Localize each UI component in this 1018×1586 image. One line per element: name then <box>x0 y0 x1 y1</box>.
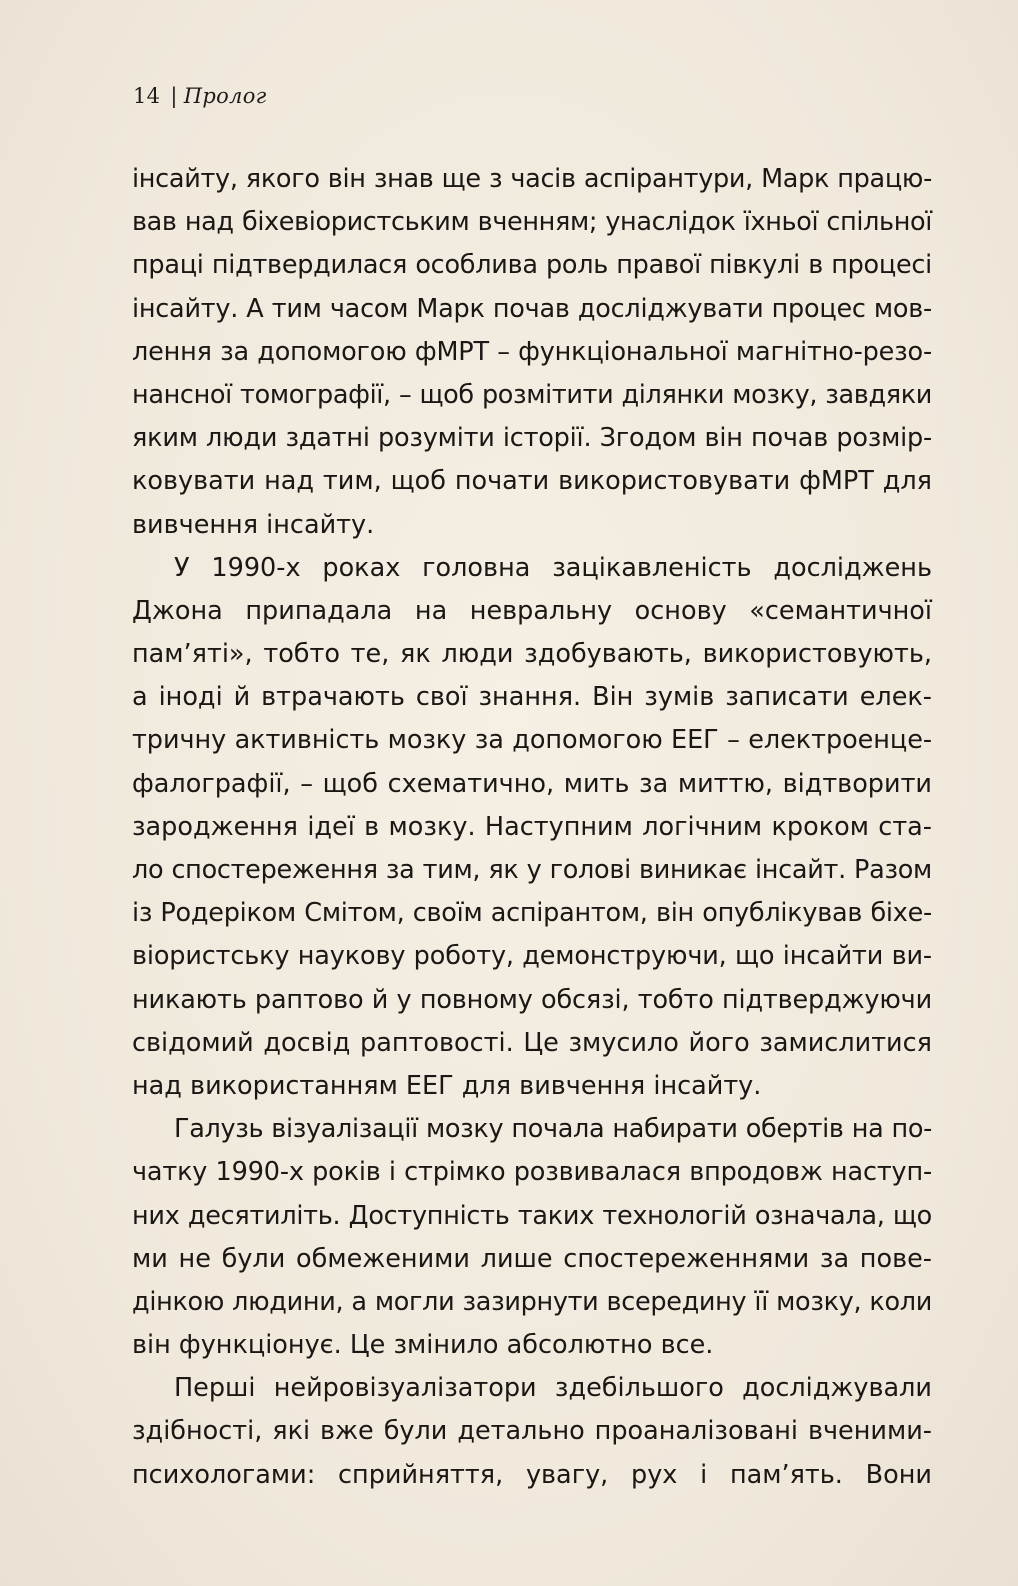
text-line: він функціонує. Це змінило абсолютно все. <box>132 1330 714 1361</box>
text-line: нансної томографії, – щоб розмітити ділянки мозку, завдяки <box>132 379 932 410</box>
text-line: ло спостереження за тим, як у голові виникає інсайт. Разом <box>132 855 932 885</box>
text-line: ми не були обмеженими лише спостереженнями за пове- <box>132 1243 932 1274</box>
running-header <box>133 84 267 108</box>
text-line: вивчення інсайту. <box>132 509 375 540</box>
text-line: чатку 1990-х років і стрімко розвивалася впродовж наступ- <box>132 1157 932 1188</box>
text-line: вав над біхевіористським вченням; унаслідок їхньої спільної <box>132 207 932 238</box>
text-line: тричну активність мозку за допомогою ЕЕГ – електроенце- <box>132 725 932 756</box>
text-line: Галузь візуалізації мозку почала набирати обертів на по- <box>174 1114 932 1145</box>
text-line: психологами: сприйняття, увагу, рух і пам’ять. Вони <box>132 1459 932 1490</box>
text-line: зародження ідеї в мозку. Наступним логічним кроком ста- <box>132 811 932 842</box>
text-line: віористську наукову роботу, демонструючи, що інсайти ви- <box>132 941 932 972</box>
text-line: У 1990-х роках головна зацікавленість досліджень <box>174 552 932 583</box>
text-line: Перші нейровізуалізатори здебільшого досліджували <box>174 1373 932 1404</box>
text-line: інсайту. А тим часом Марк почав досліджувати процес мов- <box>132 293 932 324</box>
text-line: фалографії, – щоб схематично, мить за миттю, відтворити <box>132 768 932 799</box>
text-line: лення за допомогою фМРТ – функціональної магнітно-резо- <box>132 336 932 367</box>
text-line: здібності, які вже були детально проаналізовані вченими- <box>132 1416 932 1447</box>
text-line: а іноді й втрачають свої знання. Він зумів записати елек- <box>132 682 932 713</box>
text-line: дінкою людини, а могли зазирнути всередину її мозку, коли <box>132 1286 932 1317</box>
text-line: яким люди здатні розуміти історії. Згодом він почав розмір- <box>132 423 932 454</box>
body-text <box>132 158 932 1497</box>
paragraph <box>132 158 932 547</box>
section-title: Пролог <box>183 84 267 108</box>
paragraph <box>132 547 932 1108</box>
text-line: пам’яті», тобто те, як люди здобувають, використовують, <box>132 639 932 670</box>
paragraph <box>132 1367 932 1497</box>
text-line: праці підтвердилася особлива роль правої півкулі в процесі <box>132 250 932 281</box>
text-line: никають раптово й у повному обсязі, тобто підтверджуючи <box>132 984 932 1015</box>
text-line: них десятиліть. Доступність таких технологій означала, що <box>132 1200 932 1231</box>
text-line: Джона припадала на невральну основу «семантичної <box>132 595 932 626</box>
page-number: 14 <box>133 84 161 108</box>
paragraph <box>132 1108 932 1367</box>
header-separator: | <box>170 84 178 108</box>
text-line: інсайту, якого він знав ще з часів аспірантури, Марк працю- <box>132 164 932 194</box>
text-line: свідомий досвід раптовості. Це змусило його замислитися <box>132 1027 932 1058</box>
text-line: над використанням ЕЕГ для вивчення інсайту. <box>132 1070 762 1101</box>
text-line: ковувати над тим, щоб почати використовувати фМРТ для <box>132 466 932 497</box>
text-line: із Родеріком Смітом, своїм аспірантом, він опублікував біхе- <box>132 898 932 929</box>
